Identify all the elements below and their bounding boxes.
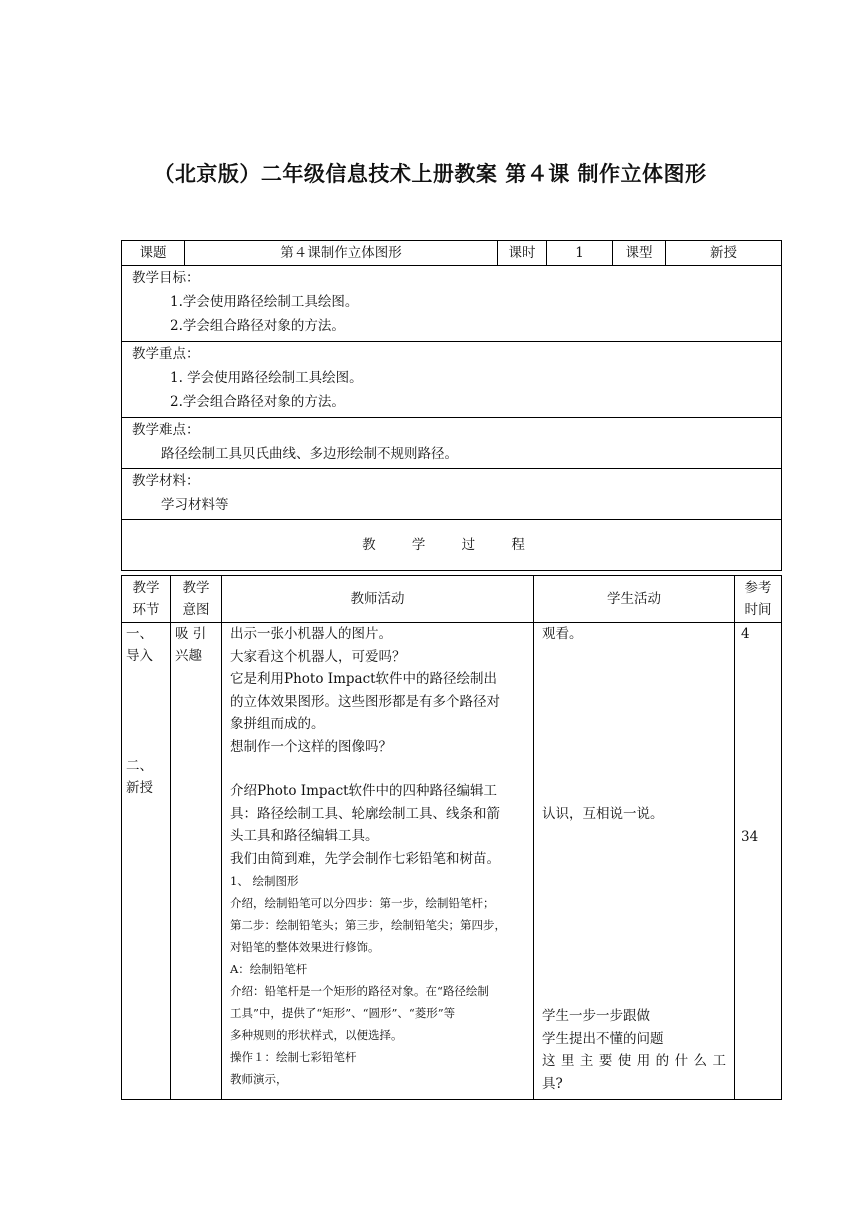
section-new: 新授 [126, 780, 153, 796]
process-table [121, 575, 782, 1100]
key-point-item: 2.学会组合路径对象的方法。 [170, 394, 345, 410]
difficulties-label: 教学难点： [132, 422, 200, 438]
time-header: 参考 [744, 580, 772, 596]
difficulties-row [122, 418, 782, 469]
student-text: 学生提出不懂的问题 [542, 1030, 664, 1047]
section-header: 环节 [132, 602, 160, 618]
lesson-value: 第４课制作立体图形 [185, 241, 498, 266]
teacher-step: 对铅笔的整体效果进行修饰。 [230, 940, 380, 954]
teacher-text: 想制作一个这样的图像吗？ [230, 738, 392, 755]
lesson-info-table [121, 240, 782, 571]
key-point-item: 1. 学会使用路径绘制工具绘图。 [170, 370, 363, 386]
teacher-step: 教师演示， [230, 1072, 288, 1086]
time-value: 4 [741, 626, 750, 642]
objective-item: 1.学会使用路径绘制工具绘图。 [170, 294, 359, 310]
teacher-text: 它是利用Photo Impact软件中的路径绘制出 [230, 671, 498, 687]
teacher-step: A：绘制铅笔杆 [230, 962, 308, 976]
student-text: 学生一步一步跟做 [542, 1008, 650, 1024]
process-title-row [122, 520, 782, 571]
teacher-text: 的立体效果图形。这些图形都是有多个路径对 [230, 693, 500, 710]
difficulties-text: 路径绘制工具贝氏曲线、多边形绘制不规则路径。 [161, 446, 458, 462]
intent-header: 教学 [182, 580, 210, 596]
teacher-step: 介绍，绘制铅笔可以分四步：第一步，绘制铅笔杆； [230, 896, 495, 910]
key-points-label: 教学重点： [132, 346, 200, 362]
intent-header: 意图 [182, 602, 210, 618]
student-text: 具? [542, 1075, 563, 1092]
teacher-text: 我们由简到难，先学会制作七彩铅笔和树苗。 [230, 850, 500, 867]
type-value: 新授 [666, 241, 782, 266]
objective-item: 2.学会组合路径对象的方法。 [170, 318, 345, 334]
student-text: 认识，互相说一说。 [542, 805, 664, 822]
student-header: 学生活动 [534, 576, 735, 623]
teacher-step: 工具”中，提供了“矩形”、“圆形”、“菱形”等 [230, 1006, 456, 1020]
time-header: 时间 [744, 602, 772, 618]
objectives-row [122, 266, 782, 342]
materials-text: 学习材料等 [161, 497, 229, 513]
lesson-info-row [122, 241, 782, 266]
section-header: 教学 [132, 580, 160, 596]
teacher-text: 具：路径绘制工具、轮廓绘制工具、线条和箭 [230, 805, 500, 822]
teacher-text: 头工具和路径编辑工具。 [230, 828, 379, 844]
intent-text: 兴趣 [175, 648, 202, 664]
teacher-text: 出示一张小机器人的图片。 [230, 626, 392, 642]
section-new: 二、 [126, 758, 153, 774]
intent-text: 吸 引 [175, 626, 207, 642]
teacher-text: 介绍Photo Impact软件中的四种路径编辑工 [230, 783, 498, 799]
teacher-header: 教师活动 [222, 576, 534, 623]
page-title: （北京版）二年级信息技术上册教案 第４课 制作立体图形 [153, 162, 707, 186]
objectives-label: 教学目标： [132, 270, 200, 286]
teacher-step: 多种规则的形状样式，以便选择。 [230, 1028, 403, 1042]
teacher-step: 操作１：绘制七彩铅笔杆 [230, 1050, 357, 1064]
materials-label: 教学材料： [132, 473, 200, 489]
teacher-text: 大家看这个机器人，可爱吗？ [230, 648, 406, 665]
hours-label: 课时 [498, 241, 547, 266]
process-row [122, 623, 782, 1100]
student-text: 这里主要使用的什么工 [542, 1053, 726, 1069]
lesson-label: 课题 [122, 241, 185, 266]
time-value: 34 [741, 828, 759, 845]
section-intro: 一、 [126, 626, 153, 642]
key-points-row [122, 342, 782, 418]
teacher-step: 第二步：绘制铅笔头；第三步，绘制铅笔尖；第四步， [230, 918, 506, 932]
process-header-row [122, 576, 782, 623]
hours-value: 1 [547, 241, 613, 266]
type-label: 课型 [613, 241, 666, 266]
teacher-step: 介绍：铅笔杆是一个矩形的路径对象。在“路径绘制 [230, 984, 489, 998]
process-title: 教 学 过 程 [122, 520, 782, 571]
teacher-text: 象拼组而成的。 [230, 716, 325, 732]
section-intro: 导入 [126, 648, 153, 664]
materials-row [122, 469, 782, 520]
teacher-step: 1、 绘制图形 [230, 874, 299, 888]
student-text: 观看。 [542, 626, 583, 642]
